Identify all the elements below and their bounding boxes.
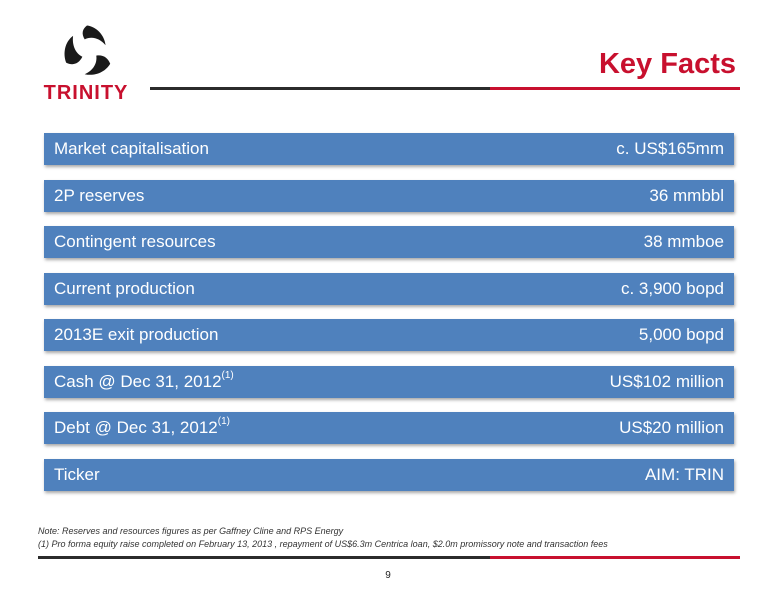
fact-value: US$102 million — [609, 371, 724, 391]
fact-row-contingent-resources — [44, 226, 734, 258]
fact-row-cash — [44, 366, 734, 398]
fact-label: Contingent resources — [54, 232, 216, 251]
fact-value: 5,000 bopd — [638, 325, 724, 344]
title-divider — [150, 87, 740, 90]
fact-value: 36 mmbbl — [649, 185, 724, 205]
footer-divider — [38, 556, 740, 559]
fact-row-2p-reserves — [44, 180, 734, 212]
fact-label: 2P reserves — [54, 185, 145, 205]
page-number: 9 — [385, 570, 391, 581]
key-facts-list — [44, 133, 734, 505]
fact-row-ticker — [44, 459, 734, 491]
fact-row-current-production — [44, 273, 734, 305]
fact-label: Cash @ Dec 31, 2012$^{(1)}$ — [54, 369, 234, 391]
footnotes — [38, 525, 748, 551]
footnote-marker: (1) — [221, 369, 234, 381]
footnote-marker: (1) — [217, 416, 230, 428]
fact-label: 2013E exit production — [54, 325, 219, 344]
trinity-triskele-icon — [58, 22, 116, 80]
fact-label: Current production — [54, 278, 195, 298]
fact-value: AIM: TRIN — [644, 464, 724, 484]
fact-label: Ticker — [54, 464, 100, 484]
footnote-1: (1) Pro forma equity raise completed on February 13, 2013 , repayment of US$6.3m Centrica loan, $2.0m promissory note and transaction fees — [38, 539, 608, 549]
logo-wordmark: TRINITY — [43, 82, 129, 104]
fact-row-debt — [44, 412, 734, 444]
fact-value: US$20 million — [619, 418, 724, 437]
reserves-note: Note: Reserves and resources figures as per Gaffney Cline and RPS Energy — [38, 526, 344, 536]
fact-row-exit-production — [44, 319, 734, 351]
page-title: Key Facts — [598, 48, 736, 80]
fact-label: Market capitalisation — [54, 139, 209, 158]
fact-value: c. 3,900 bopd — [620, 278, 724, 298]
fact-label: Debt @ Dec 31, 2012$^{(1)}$ — [54, 416, 230, 437]
fact-value: c. US$165mm — [616, 139, 724, 158]
trinity-logo — [36, 18, 136, 108]
fact-value: 38 mmboe — [643, 232, 724, 251]
fact-row-market-cap — [44, 133, 734, 165]
